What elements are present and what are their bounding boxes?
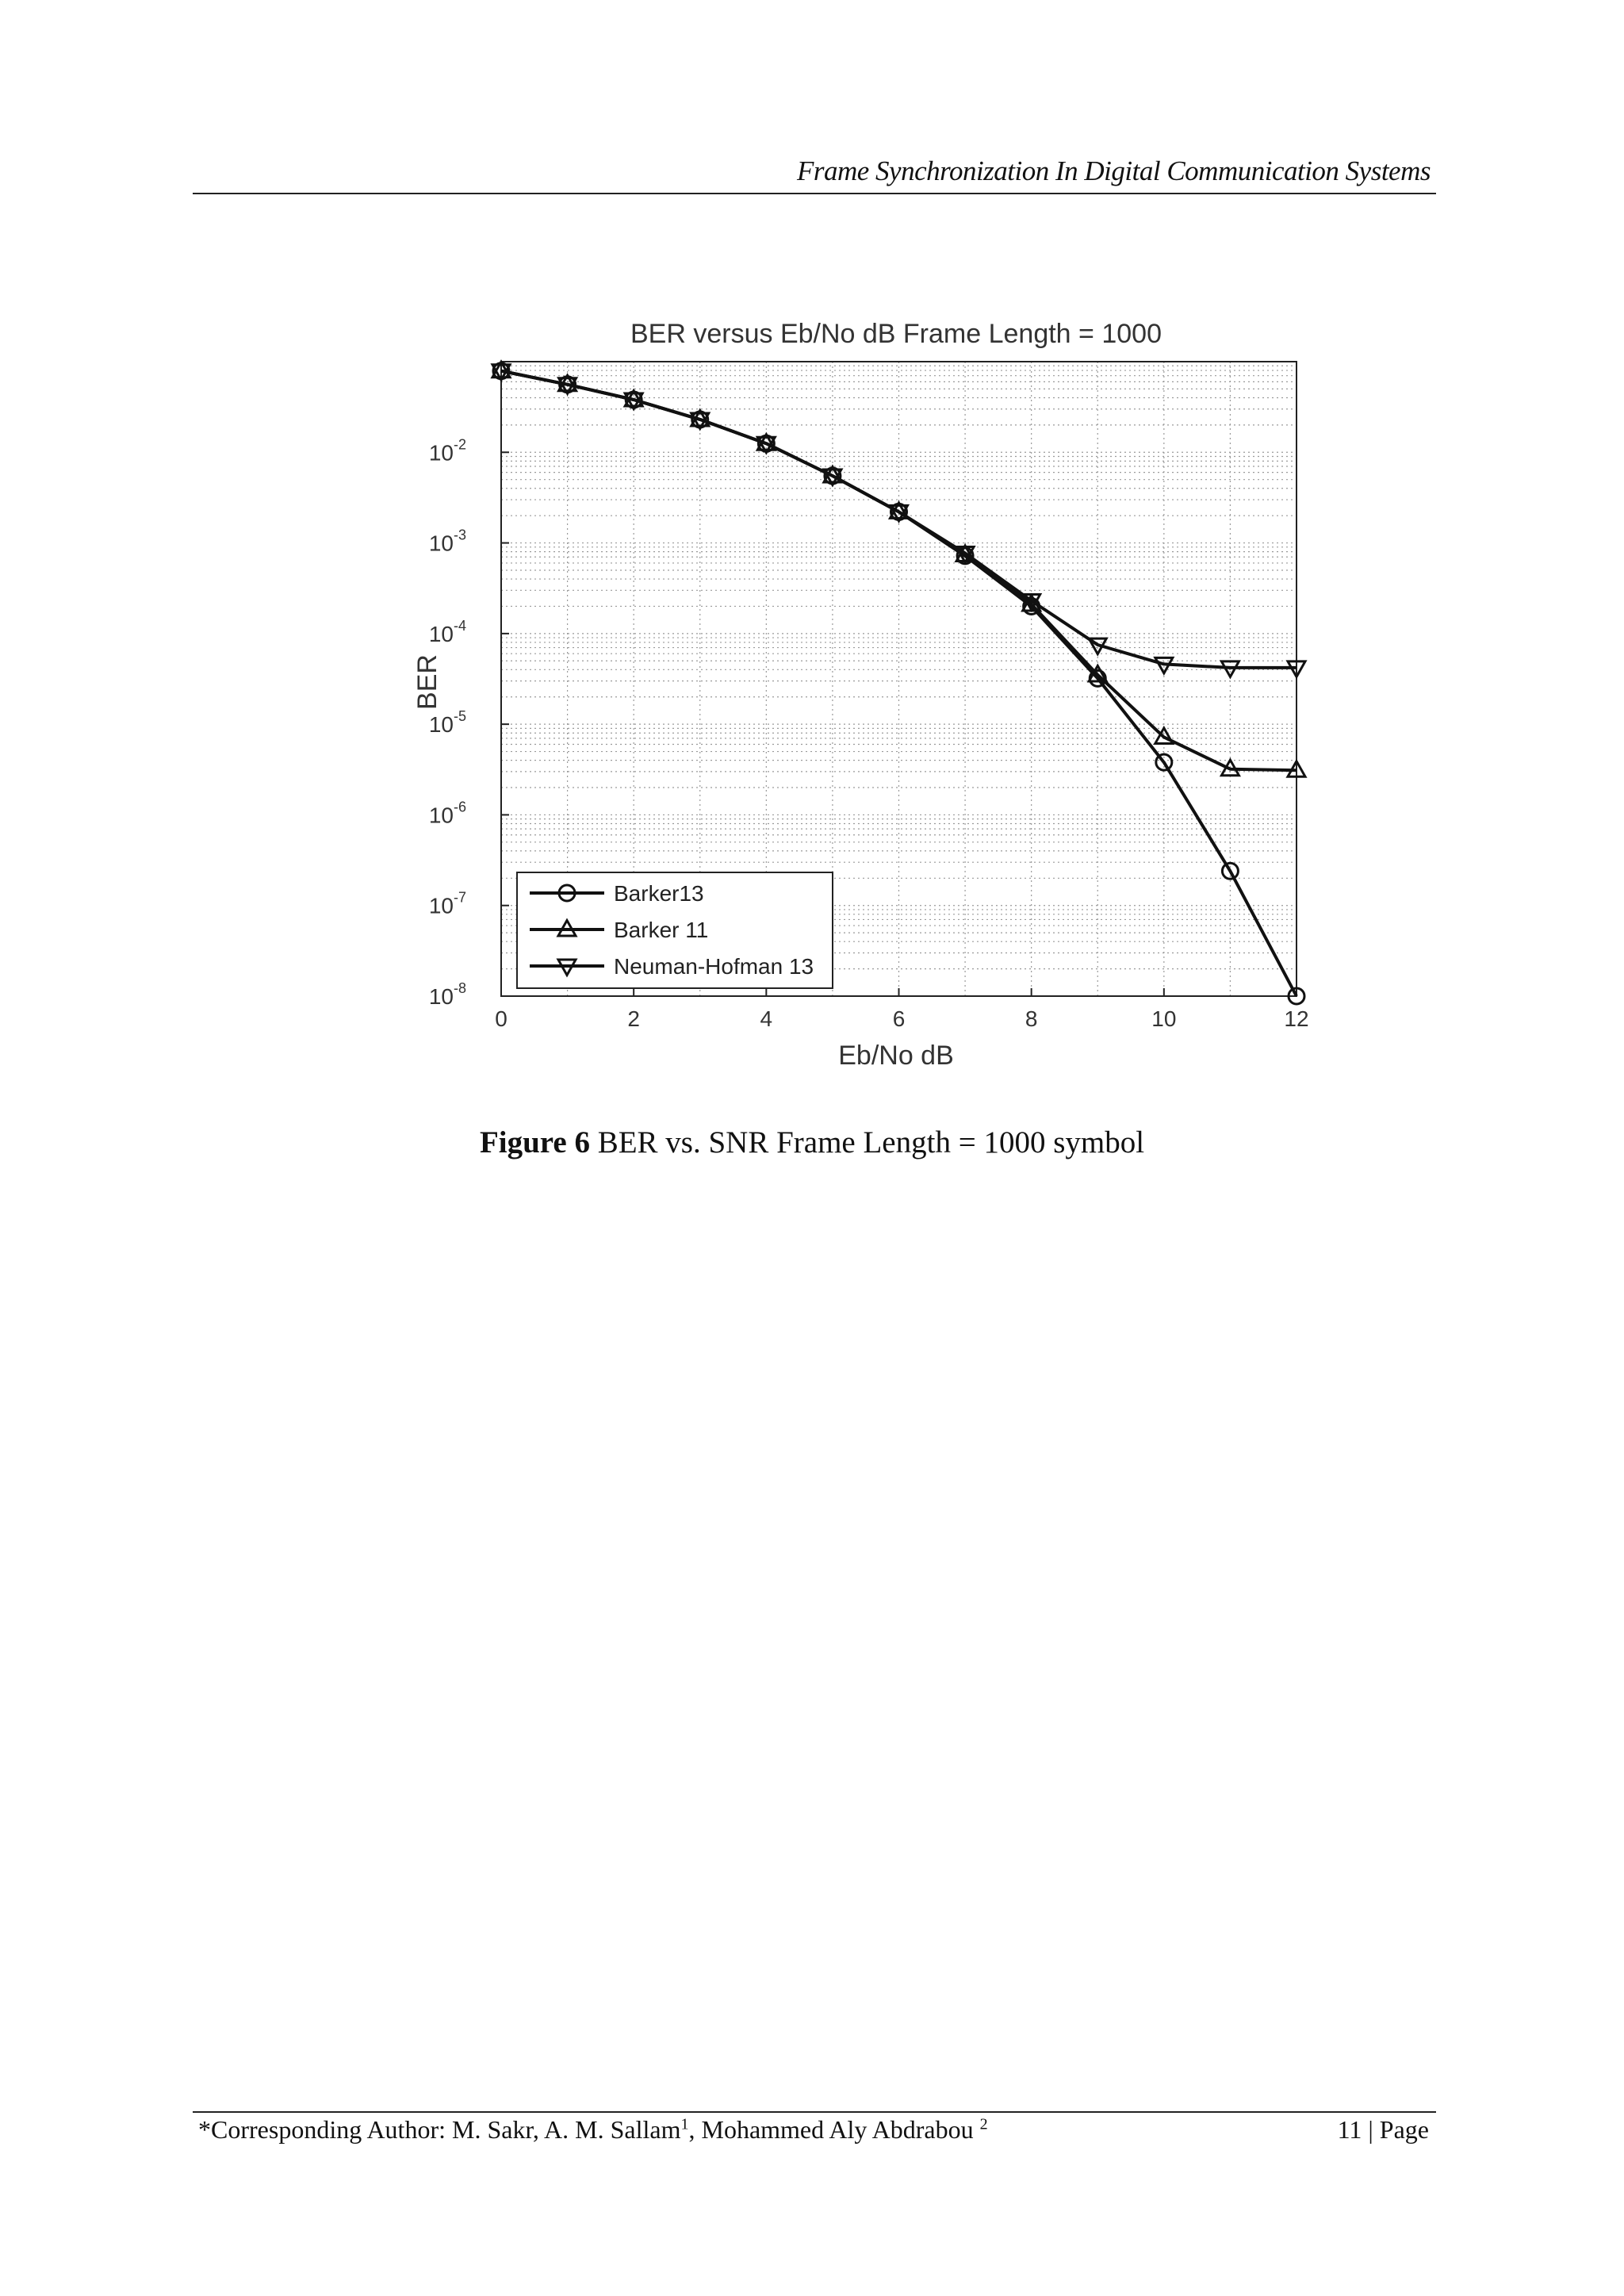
caption-label: Figure 6 (479, 1125, 590, 1159)
corresponding-author (198, 2115, 988, 2145)
y-tick-exponent: -2 (453, 436, 466, 453)
author-sup-2: 2 (979, 2115, 988, 2133)
x-tick-label: 4 (760, 1006, 773, 1031)
x-axis-label: Eb/No dB (838, 1041, 954, 1071)
y-tick-exponent: -7 (453, 889, 466, 906)
y-tick-base: 10 (428, 803, 454, 828)
y-tick-exponent: -4 (453, 617, 466, 634)
y-tick-base: 10 (428, 984, 454, 1009)
chart-title: BER versus Eb/No dB Frame Length = 1000 (630, 319, 1162, 349)
y-tick-exponent: -8 (453, 980, 466, 996)
x-tick-label: 12 (1284, 1006, 1309, 1031)
legend (517, 872, 833, 988)
page-number: 11 | Page (1337, 2115, 1429, 2144)
y-tick-base: 10 (428, 531, 454, 556)
y-tick-base: 10 (428, 712, 454, 738)
legend-label-barker-11: Barker 11 (614, 918, 709, 942)
y-tick-exponent: -3 (453, 527, 466, 543)
x-tick-label: 8 (1025, 1006, 1038, 1031)
author-prefix: *Corresponding Author: M. Sakr, A. M. Sallam (198, 2115, 681, 2144)
y-tick-exponent: -6 (453, 799, 466, 815)
y-tick-exponent: -5 (453, 708, 466, 725)
x-tick-label: 2 (627, 1006, 640, 1031)
x-tick-label: 0 (495, 1006, 508, 1031)
running-title: Frame Synchronization In Digital Communication Systems (797, 155, 1431, 186)
y-tick-base: 10 (428, 440, 454, 466)
caption-text: BER vs. SNR Frame Length = 1000 symbol (589, 1125, 1145, 1159)
author-sup-1: 1 (680, 2115, 689, 2133)
legend-label-neuman-hofman-13: Neuman-Hofman 13 (614, 954, 814, 979)
author-middle: , Mohammed Aly Abdrabou (688, 2115, 980, 2144)
ber-chart (373, 295, 1388, 1072)
header-rule (193, 193, 1436, 194)
y-axis-label: BER (412, 654, 442, 710)
y-tick-base: 10 (428, 893, 454, 918)
legend-label-barker13: Barker13 (614, 881, 704, 906)
footer-rule (193, 2111, 1436, 2113)
x-tick-label: 6 (892, 1006, 906, 1031)
y-tick-base: 10 (428, 621, 454, 646)
figure (373, 295, 1388, 1072)
footer (198, 2115, 1429, 2155)
x-tick-label: 10 (1151, 1006, 1177, 1031)
figure-caption (0, 1125, 1624, 1160)
